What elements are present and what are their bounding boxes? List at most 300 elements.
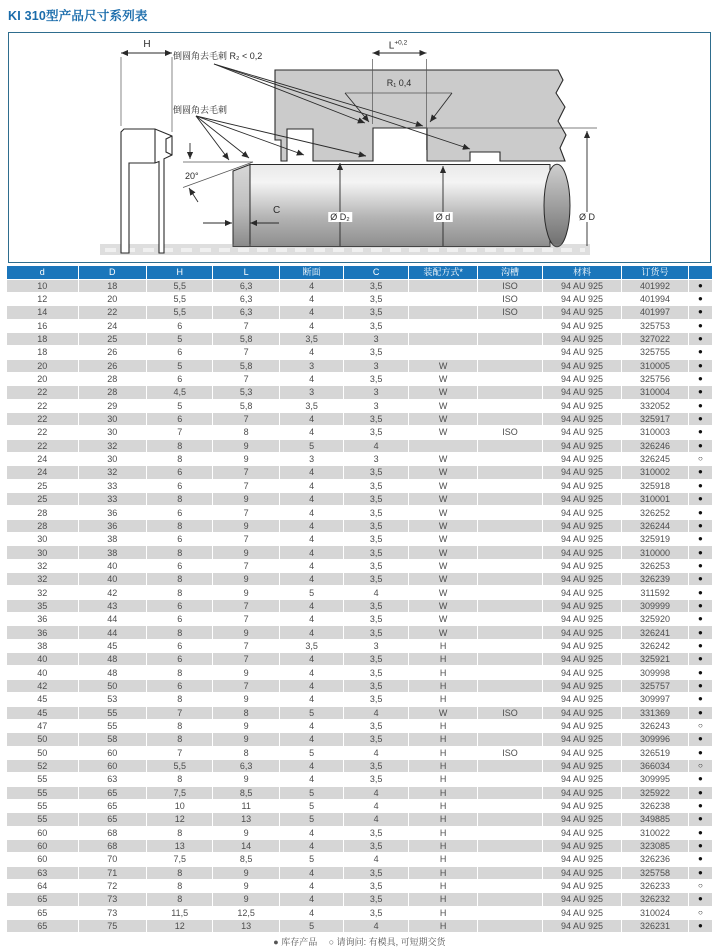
table-cell: 310004 bbox=[622, 386, 688, 399]
table-cell: 4 bbox=[280, 506, 344, 519]
table-cell: 3,5 bbox=[344, 346, 408, 359]
table-row bbox=[7, 453, 712, 466]
table-cell: 9 bbox=[213, 827, 279, 840]
stock-legend: ● 库存产品 ○ 请询问: 有模具, 可短期交货 bbox=[273, 937, 446, 947]
table-row bbox=[7, 426, 712, 439]
table-row bbox=[7, 787, 712, 800]
table-cell: 65 bbox=[7, 893, 79, 906]
table-cell: 42 bbox=[7, 680, 79, 693]
table-cell: 28 bbox=[7, 506, 79, 519]
table-cell: 4 bbox=[280, 600, 344, 613]
table-cell: 9 bbox=[213, 573, 279, 586]
table-cell: 94 AU 925 bbox=[543, 586, 623, 599]
table-cell: H bbox=[409, 720, 478, 733]
table-row bbox=[7, 320, 712, 333]
table-cell: 7 bbox=[213, 560, 279, 573]
table-cell: 7 bbox=[213, 506, 279, 519]
table-cell bbox=[409, 306, 478, 319]
table-cell: 10 bbox=[147, 800, 213, 813]
table-cell: 326231 bbox=[622, 920, 688, 933]
table-row bbox=[7, 533, 712, 546]
table-cell: 44 bbox=[79, 613, 147, 626]
table-cell: 8 bbox=[147, 440, 213, 453]
dim-label-l bbox=[389, 38, 407, 51]
table-cell: 7 bbox=[213, 680, 279, 693]
table-row bbox=[7, 573, 712, 586]
stock-indicator: ● bbox=[689, 800, 712, 813]
stock-indicator: ○ bbox=[689, 453, 712, 466]
stock-indicator: ● bbox=[689, 560, 712, 573]
table-cell: 4 bbox=[280, 867, 344, 880]
table-cell: 20 bbox=[79, 293, 147, 306]
table-cell: 94 AU 925 bbox=[543, 533, 623, 546]
table-cell: 30 bbox=[7, 546, 79, 559]
table-row bbox=[7, 666, 712, 679]
table-cell: 8 bbox=[147, 827, 213, 840]
table-cell: 5,8 bbox=[213, 400, 279, 413]
table-cell bbox=[478, 840, 542, 853]
table-cell: W bbox=[409, 613, 478, 626]
table-body bbox=[7, 280, 712, 934]
table-cell: 94 AU 925 bbox=[543, 867, 623, 880]
table-cell: 25 bbox=[79, 333, 147, 346]
table-cell: 48 bbox=[79, 653, 147, 666]
table-cell: H bbox=[409, 653, 478, 666]
technical-diagram bbox=[8, 32, 711, 263]
table-cell: ISO bbox=[478, 707, 542, 720]
table-cell: H bbox=[409, 760, 478, 773]
table-cell: 7 bbox=[147, 426, 213, 439]
dim-label-c: C bbox=[273, 205, 281, 216]
table-cell: 5 bbox=[280, 813, 344, 826]
table-cell: 9 bbox=[213, 453, 279, 466]
dia-label-d: Ø d bbox=[435, 212, 451, 222]
table-cell: 4 bbox=[280, 573, 344, 586]
stock-indicator: ● bbox=[689, 840, 712, 853]
table-cell: 16 bbox=[7, 320, 79, 333]
table-cell: 3,5 bbox=[344, 880, 408, 893]
table-cell bbox=[478, 653, 542, 666]
table-cell: 5,8 bbox=[213, 333, 279, 346]
table-cell: 94 AU 925 bbox=[543, 773, 623, 786]
table-row bbox=[7, 613, 712, 626]
table-cell: 3 bbox=[280, 386, 344, 399]
table-cell: 65 bbox=[79, 787, 147, 800]
table-cell: 4 bbox=[280, 733, 344, 746]
housing-shape bbox=[275, 70, 566, 161]
table-cell bbox=[478, 400, 542, 413]
table-cell: 5,5 bbox=[147, 306, 213, 319]
table-cell: 94 AU 925 bbox=[543, 493, 623, 506]
table-cell: 47 bbox=[7, 720, 79, 733]
table-cell: 9 bbox=[213, 666, 279, 679]
table-cell: 65 bbox=[7, 920, 79, 933]
table-cell: 4 bbox=[280, 520, 344, 533]
table-cell bbox=[478, 640, 542, 653]
table-cell: 60 bbox=[7, 840, 79, 853]
stock-indicator: ● bbox=[689, 280, 712, 293]
table-cell: H bbox=[409, 666, 478, 679]
table-cell: H bbox=[409, 867, 478, 880]
table-row bbox=[7, 440, 712, 453]
table-cell bbox=[478, 453, 542, 466]
table-cell: 7 bbox=[213, 413, 279, 426]
table-cell: W bbox=[409, 466, 478, 479]
table-cell: 325756 bbox=[622, 373, 688, 386]
table-cell: 5 bbox=[280, 853, 344, 866]
table-cell: 3,5 bbox=[344, 907, 408, 920]
table-cell: 24 bbox=[7, 453, 79, 466]
table-cell: 94 AU 925 bbox=[543, 693, 623, 706]
table-cell bbox=[478, 693, 542, 706]
table-cell bbox=[478, 880, 542, 893]
table-cell: 28 bbox=[7, 520, 79, 533]
table-cell: H bbox=[409, 680, 478, 693]
table-cell: ISO bbox=[478, 293, 542, 306]
table-cell: 325757 bbox=[622, 680, 688, 693]
stock-indicator: ● bbox=[689, 426, 712, 439]
table-cell: 26 bbox=[79, 346, 147, 359]
table-row bbox=[7, 813, 712, 826]
table-cell: 6 bbox=[147, 480, 213, 493]
table-cell: 94 AU 925 bbox=[543, 827, 623, 840]
table-cell: 94 AU 925 bbox=[543, 466, 623, 479]
dim-label-l-tolerance: +0,2 bbox=[394, 39, 408, 47]
table-row bbox=[7, 747, 712, 760]
stock-indicator: ● bbox=[689, 626, 712, 639]
table-cell: 4 bbox=[280, 693, 344, 706]
table-cell: H bbox=[409, 773, 478, 786]
table-cell: 3,5 bbox=[344, 666, 408, 679]
table-cell: 6 bbox=[147, 533, 213, 546]
stock-indicator: ● bbox=[689, 373, 712, 386]
table-cell: 7 bbox=[213, 613, 279, 626]
table-cell: 3,5 bbox=[344, 613, 408, 626]
stock-indicator: ○ bbox=[689, 760, 712, 773]
table-cell: 70 bbox=[79, 853, 147, 866]
table-cell: 4 bbox=[280, 626, 344, 639]
stock-indicator: ● bbox=[689, 613, 712, 626]
table-cell: 13 bbox=[213, 813, 279, 826]
table-cell: 9 bbox=[213, 733, 279, 746]
table-row bbox=[7, 586, 712, 599]
table-cell: 326238 bbox=[622, 800, 688, 813]
table-cell: 60 bbox=[7, 827, 79, 840]
table-cell: 94 AU 925 bbox=[543, 720, 623, 733]
table-cell bbox=[478, 720, 542, 733]
table-row bbox=[7, 373, 712, 386]
table-row bbox=[7, 680, 712, 693]
table-cell: 55 bbox=[79, 707, 147, 720]
table-row bbox=[7, 546, 712, 559]
table-cell: 4 bbox=[280, 907, 344, 920]
table-cell: 326519 bbox=[622, 747, 688, 760]
table-row bbox=[7, 293, 712, 306]
table-cell: 4 bbox=[344, 853, 408, 866]
table-cell: 5 bbox=[280, 747, 344, 760]
table-cell: W bbox=[409, 453, 478, 466]
table-cell: 309999 bbox=[622, 600, 688, 613]
stock-indicator: ● bbox=[689, 480, 712, 493]
table-cell: 3 bbox=[280, 453, 344, 466]
table-cell: 5,8 bbox=[213, 360, 279, 373]
table-cell: 366034 bbox=[622, 760, 688, 773]
stock-indicator: ● bbox=[689, 586, 712, 599]
table-cell: W bbox=[409, 520, 478, 533]
column-header: H bbox=[147, 266, 213, 280]
table-cell bbox=[478, 867, 542, 880]
table-row bbox=[7, 466, 712, 479]
table-cell: 29 bbox=[79, 400, 147, 413]
table-cell: W bbox=[409, 400, 478, 413]
table-cell: ISO bbox=[478, 747, 542, 760]
table-row bbox=[7, 506, 712, 519]
table-cell: W bbox=[409, 480, 478, 493]
table-cell: 60 bbox=[7, 853, 79, 866]
shaft-shape bbox=[100, 164, 590, 255]
stock-indicator: ● bbox=[689, 827, 712, 840]
table-cell bbox=[478, 907, 542, 920]
stock-indicator: ○ bbox=[689, 720, 712, 733]
table-cell: 6,3 bbox=[213, 293, 279, 306]
table-cell: 94 AU 925 bbox=[543, 306, 623, 319]
table-cell: 4 bbox=[280, 720, 344, 733]
table-cell: 94 AU 925 bbox=[543, 626, 623, 639]
table-cell: 94 AU 925 bbox=[543, 373, 623, 386]
table-cell: 3,5 bbox=[280, 400, 344, 413]
table-cell: 9 bbox=[213, 493, 279, 506]
table-cell: 325920 bbox=[622, 613, 688, 626]
table-cell: 349885 bbox=[622, 813, 688, 826]
table-cell: W bbox=[409, 506, 478, 519]
table-cell: 36 bbox=[7, 626, 79, 639]
table-row bbox=[7, 280, 712, 293]
table-cell: 94 AU 925 bbox=[543, 346, 623, 359]
table-cell bbox=[478, 520, 542, 533]
table-cell: 32 bbox=[7, 586, 79, 599]
table-cell: W bbox=[409, 413, 478, 426]
table-cell: 6 bbox=[147, 653, 213, 666]
table-cell: 309996 bbox=[622, 733, 688, 746]
stock-indicator: ● bbox=[689, 413, 712, 426]
table-cell bbox=[478, 493, 542, 506]
table-cell: 4 bbox=[280, 466, 344, 479]
table-cell: 9 bbox=[213, 586, 279, 599]
table-cell: 3,5 bbox=[344, 693, 408, 706]
table-cell: 4 bbox=[280, 546, 344, 559]
table-cell: 323085 bbox=[622, 840, 688, 853]
table-cell: H bbox=[409, 840, 478, 853]
table-row bbox=[7, 360, 712, 373]
table-cell: 7 bbox=[213, 466, 279, 479]
table-cell bbox=[478, 373, 542, 386]
table-cell: 3 bbox=[344, 400, 408, 413]
table-cell bbox=[478, 386, 542, 399]
angle-label: 20° bbox=[185, 171, 199, 181]
column-header: C bbox=[344, 266, 408, 280]
table-cell: 3,5 bbox=[344, 733, 408, 746]
table-cell: 9 bbox=[213, 893, 279, 906]
table-cell: 73 bbox=[79, 893, 147, 906]
table-cell: 325755 bbox=[622, 346, 688, 359]
table-cell: H bbox=[409, 747, 478, 760]
table-cell: 325753 bbox=[622, 320, 688, 333]
table-cell: H bbox=[409, 733, 478, 746]
table-cell: 35 bbox=[7, 600, 79, 613]
table-cell: 3 bbox=[280, 360, 344, 373]
table-row bbox=[7, 653, 712, 666]
dimension-table bbox=[7, 266, 712, 933]
table-cell: 94 AU 925 bbox=[543, 320, 623, 333]
stock-indicator: ● bbox=[689, 493, 712, 506]
stock-indicator: ○ bbox=[689, 907, 712, 920]
table-cell: 9 bbox=[213, 867, 279, 880]
stock-indicator: ● bbox=[689, 360, 712, 373]
table-cell: 3,5 bbox=[344, 840, 408, 853]
table-cell: 8 bbox=[213, 747, 279, 760]
table-cell: 3,5 bbox=[344, 520, 408, 533]
table-cell: 22 bbox=[79, 306, 147, 319]
table-cell: 3,5 bbox=[344, 760, 408, 773]
table-cell: 36 bbox=[79, 506, 147, 519]
table-cell: 94 AU 925 bbox=[543, 653, 623, 666]
table-cell: 55 bbox=[79, 720, 147, 733]
stock-indicator: ● bbox=[689, 520, 712, 533]
table-cell: 94 AU 925 bbox=[543, 853, 623, 866]
table-cell: 325918 bbox=[622, 480, 688, 493]
table-cell: 3,5 bbox=[344, 426, 408, 439]
table-cell bbox=[478, 800, 542, 813]
stock-indicator: ● bbox=[689, 693, 712, 706]
table-cell: 8 bbox=[147, 773, 213, 786]
table-cell: 5,5 bbox=[147, 293, 213, 306]
table-cell: 3,5 bbox=[344, 827, 408, 840]
table-cell: 8,5 bbox=[213, 787, 279, 800]
table-row bbox=[7, 413, 712, 426]
table-cell: 4 bbox=[344, 440, 408, 453]
table-cell: 94 AU 925 bbox=[543, 426, 623, 439]
table-cell: 43 bbox=[79, 600, 147, 613]
table-cell bbox=[478, 813, 542, 826]
table-cell: 8 bbox=[147, 586, 213, 599]
table-cell: ISO bbox=[478, 280, 542, 293]
table-cell bbox=[478, 666, 542, 679]
table-cell: 4 bbox=[280, 480, 344, 493]
table-cell: 94 AU 925 bbox=[543, 453, 623, 466]
table-cell: 32 bbox=[7, 560, 79, 573]
column-header: d bbox=[7, 266, 79, 280]
table-cell: 94 AU 925 bbox=[543, 787, 623, 800]
table-cell: 65 bbox=[79, 813, 147, 826]
table-cell: 40 bbox=[79, 573, 147, 586]
table-cell: 6 bbox=[147, 346, 213, 359]
deburr-r2-label: 倒圆角去毛刺 R₂ < 0,2 bbox=[173, 51, 263, 61]
table-row bbox=[7, 693, 712, 706]
table-cell: 4 bbox=[280, 680, 344, 693]
table-cell: 309998 bbox=[622, 666, 688, 679]
table-cell bbox=[478, 613, 542, 626]
table-cell: W bbox=[409, 360, 478, 373]
table-cell: 6,3 bbox=[213, 306, 279, 319]
table-cell: 3,5 bbox=[344, 653, 408, 666]
table-cell: 326246 bbox=[622, 440, 688, 453]
table-cell: 3,5 bbox=[280, 640, 344, 653]
table-cell: 3,5 bbox=[344, 893, 408, 906]
table-cell: 45 bbox=[7, 707, 79, 720]
table-cell: 8 bbox=[147, 493, 213, 506]
table-cell: 12 bbox=[7, 293, 79, 306]
table-cell: 44 bbox=[79, 626, 147, 639]
stock-indicator: ● bbox=[689, 400, 712, 413]
table-cell: 325758 bbox=[622, 867, 688, 880]
table-cell: 401994 bbox=[622, 293, 688, 306]
table-cell: 11,5 bbox=[147, 907, 213, 920]
table-cell: 6,3 bbox=[213, 760, 279, 773]
table-cell: 5,5 bbox=[147, 760, 213, 773]
table-cell: 30 bbox=[79, 426, 147, 439]
table-cell: 4 bbox=[344, 920, 408, 933]
table-row bbox=[7, 520, 712, 533]
table-cell: 55 bbox=[7, 800, 79, 813]
table-cell bbox=[478, 466, 542, 479]
table-cell: 4 bbox=[280, 293, 344, 306]
table-cell: 332052 bbox=[622, 400, 688, 413]
column-header: 断面 bbox=[280, 266, 344, 280]
table-cell: 3,5 bbox=[344, 867, 408, 880]
table-cell: 52 bbox=[7, 760, 79, 773]
table-cell: 4 bbox=[280, 560, 344, 573]
table-cell: W bbox=[409, 493, 478, 506]
table-cell: 58 bbox=[79, 733, 147, 746]
table-cell: 3,5 bbox=[344, 466, 408, 479]
table-cell: 4 bbox=[344, 800, 408, 813]
table-cell: 310005 bbox=[622, 360, 688, 373]
table-cell: W bbox=[409, 546, 478, 559]
table-cell: W bbox=[409, 626, 478, 639]
table-cell: 94 AU 925 bbox=[543, 600, 623, 613]
table-cell: 94 AU 925 bbox=[543, 413, 623, 426]
seal-cross-section-drawing bbox=[9, 33, 710, 262]
table-cell: 13 bbox=[147, 840, 213, 853]
table-cell: 8 bbox=[147, 867, 213, 880]
table-cell: 94 AU 925 bbox=[543, 666, 623, 679]
table-cell: 50 bbox=[7, 747, 79, 760]
table-row bbox=[7, 346, 712, 359]
table-cell: W bbox=[409, 560, 478, 573]
table-cell: 53 bbox=[79, 693, 147, 706]
table-cell: 325921 bbox=[622, 653, 688, 666]
table-cell: 311592 bbox=[622, 586, 688, 599]
table-cell: 30 bbox=[79, 413, 147, 426]
table-cell: 11 bbox=[213, 800, 279, 813]
table-cell: 310024 bbox=[622, 907, 688, 920]
table-cell: 38 bbox=[79, 546, 147, 559]
table-row bbox=[7, 480, 712, 493]
table-cell: 4 bbox=[280, 653, 344, 666]
table-cell: 3,5 bbox=[344, 560, 408, 573]
table-row bbox=[7, 600, 712, 613]
table-cell: 7 bbox=[213, 480, 279, 493]
table-cell: 4 bbox=[280, 426, 344, 439]
table-cell: W bbox=[409, 373, 478, 386]
table-cell: H bbox=[409, 813, 478, 826]
stock-indicator: ● bbox=[689, 773, 712, 786]
table-cell: 94 AU 925 bbox=[543, 480, 623, 493]
table-cell: 3,5 bbox=[344, 493, 408, 506]
table-cell: 310002 bbox=[622, 466, 688, 479]
table-cell: 3,5 bbox=[344, 573, 408, 586]
table-cell: 326253 bbox=[622, 560, 688, 573]
